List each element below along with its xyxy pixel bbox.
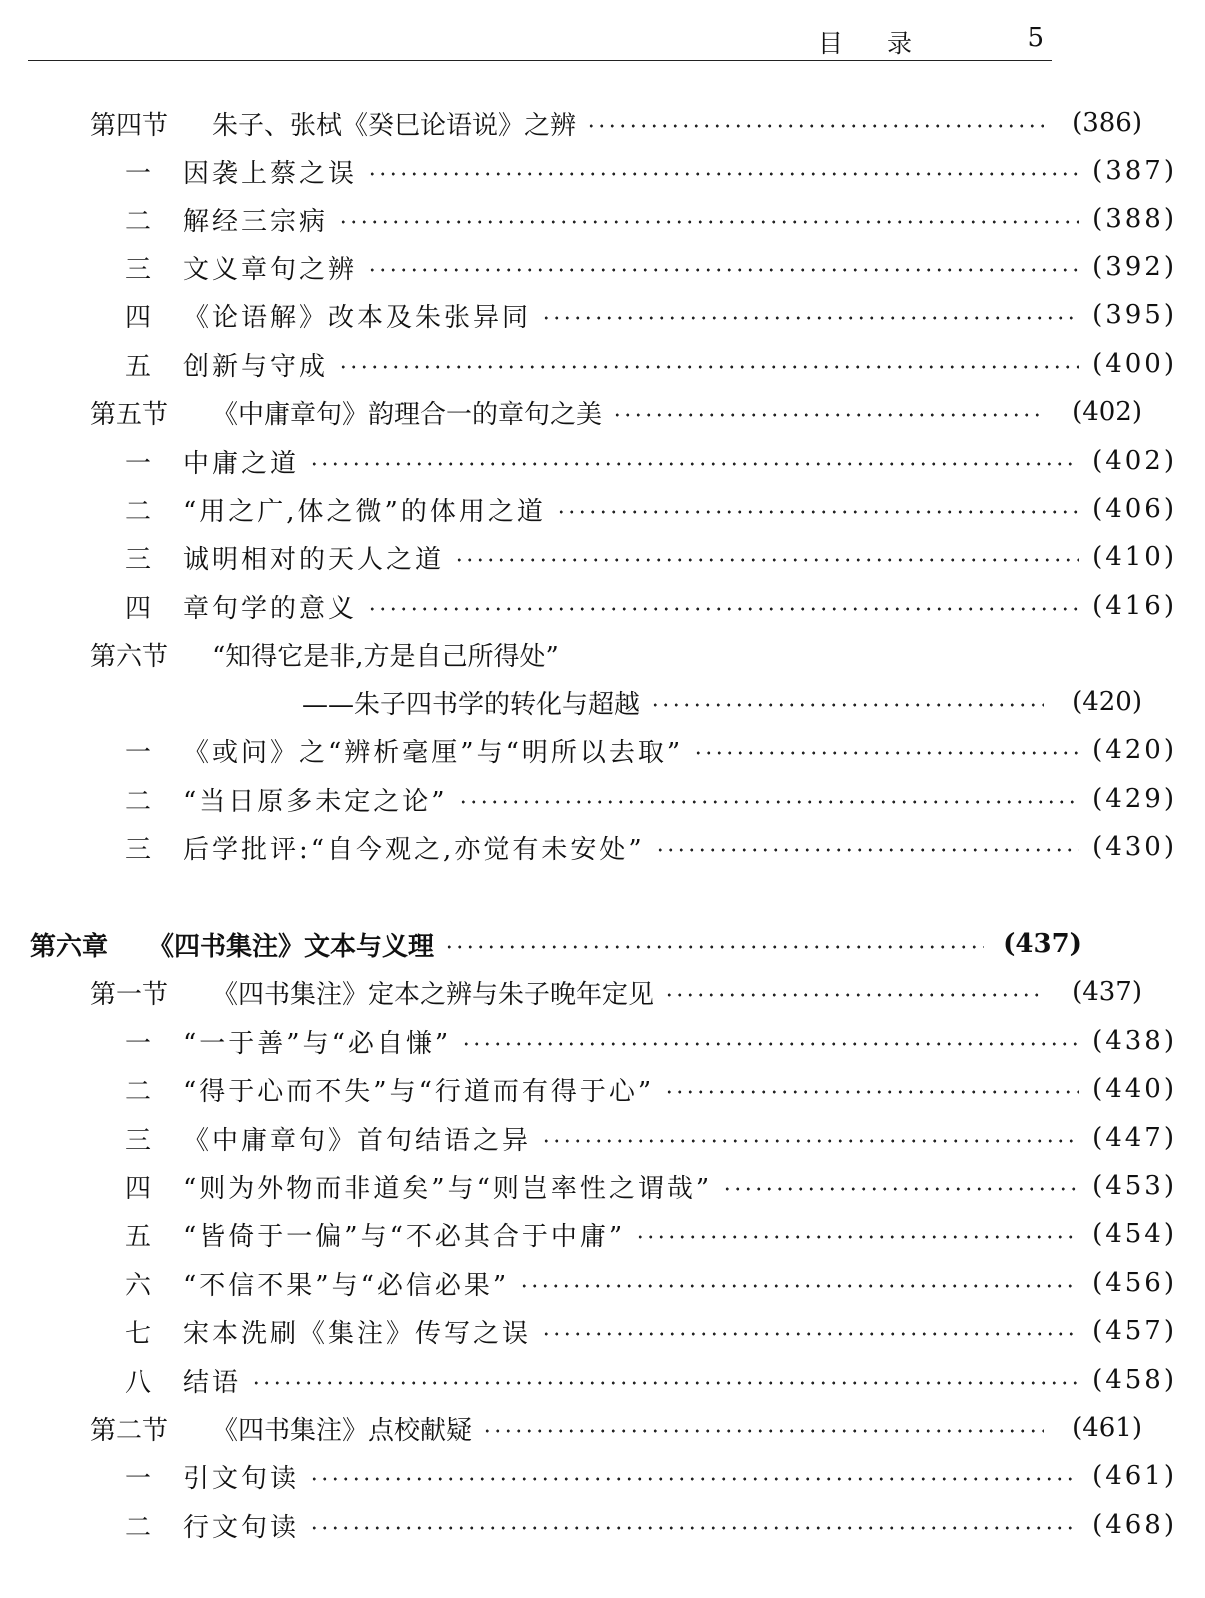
toc-entry-label: [125, 1071, 654, 1108]
toc-entry-label: [125, 297, 531, 334]
toc-entry-label: [125, 201, 328, 238]
toc-entry-number: 七: [125, 1318, 155, 1349]
toc-entry-number: 一: [125, 158, 155, 189]
toc-entry-title: 宋本洗刷《集注》传写之误: [183, 1318, 532, 1349]
toc-entry-title: 因袭上蔡之误: [183, 158, 358, 189]
toc-entry-label: [125, 1120, 531, 1157]
toc-entry-number: 第一节: [90, 979, 169, 1010]
toc-entry-item: [0, 535, 1205, 579]
toc-entry-number: 第六节: [90, 641, 169, 672]
toc-entry-page: (458): [1092, 1365, 1177, 1395]
toc-entry-number: 四: [125, 302, 155, 333]
toc-entry-title: 创新与守成: [183, 351, 329, 382]
toc-entry-number: 一: [125, 448, 155, 479]
toc-entry-title: “知得它是非,方是自己所得处”: [212, 641, 559, 672]
dot-leader: [655, 834, 1079, 860]
toc-entry-title: “得于心而不失”与“行道而有得于心”: [183, 1076, 655, 1107]
toc-entry-label: [90, 636, 559, 673]
toc-entry-number: 二: [125, 786, 155, 817]
toc-entry-page: (420): [1072, 687, 1142, 717]
toc-entry-item: [0, 1309, 1205, 1353]
toc-entry-label: [125, 1168, 712, 1205]
dot-leader: [338, 351, 1079, 377]
toc-entry-label: [125, 781, 448, 818]
toc-entry-page: (387): [1092, 156, 1177, 186]
toc-entry-title: ——朱子四书学的转化与超越: [302, 689, 641, 720]
toc-entry-page: (395): [1092, 300, 1177, 330]
toc-entry-item: [0, 777, 1205, 821]
toc-entry-cont: [0, 680, 1170, 724]
toc-entry-title: 《四书集注》点校献疑: [212, 1415, 473, 1446]
toc-entry-label: [125, 1023, 451, 1060]
toc-entry-title: 《论语解》改本及朱张异同: [183, 302, 532, 333]
toc-entry-item: [0, 149, 1205, 193]
toc-entry-title: “当日原多未定之论”: [183, 786, 448, 817]
toc-entry-item: [0, 342, 1205, 386]
toc-entry-label: [90, 684, 640, 721]
toc-entry-item: [0, 1358, 1205, 1402]
toc-entry-label: [30, 926, 434, 963]
dot-leader: [722, 1173, 1079, 1199]
toc-entry-number: 第四节: [90, 110, 169, 141]
toc-entry-title: “不信不果”与“必信必果”: [183, 1270, 510, 1301]
toc-entry-page: (406): [1092, 494, 1177, 524]
toc-entry-number: 二: [125, 206, 155, 237]
toc-entry-page: (388): [1092, 204, 1177, 234]
toc-entry-page: (454): [1092, 1219, 1177, 1249]
toc-entry-page: (437): [1003, 929, 1082, 959]
dot-leader: [541, 302, 1079, 328]
toc-entry-section: [0, 632, 1170, 676]
toc-entry-page: (402): [1092, 446, 1177, 476]
toc-entry-number: 一: [125, 1463, 155, 1494]
dot-leader: [309, 1463, 1079, 1489]
toc-entry-label: [125, 829, 645, 866]
toc-entry-item: [0, 1454, 1205, 1498]
toc-entry-page: (447): [1092, 1123, 1177, 1153]
toc-entry-item: [0, 197, 1205, 241]
header-title: 目录: [817, 29, 956, 58]
toc-entry-number: 二: [125, 1512, 155, 1543]
dot-leader: [444, 931, 984, 957]
dot-leader: [367, 158, 1079, 184]
running-header: [28, 22, 1052, 61]
toc-entry-label: [125, 1216, 625, 1253]
toc-entry-item: [0, 1503, 1205, 1547]
toc-entry-number: 第五节: [90, 399, 169, 430]
toc-entry-section: [0, 1406, 1170, 1450]
toc-entry-chapter: [0, 922, 1110, 966]
toc-entry-number: 一: [125, 1028, 155, 1059]
toc-entry-page: (430): [1092, 832, 1177, 862]
dot-leader: [482, 1415, 1044, 1441]
toc-entry-item: [0, 1261, 1205, 1305]
toc-entry-title: 章句学的意义: [183, 593, 358, 624]
toc-entry-page: (440): [1092, 1074, 1177, 1104]
header-page-number: 5: [1027, 23, 1044, 53]
toc-entry-title: “一于善”与“必自慊”: [183, 1028, 452, 1059]
dot-leader: [309, 448, 1079, 474]
dot-leader: [693, 737, 1079, 763]
toc-entry-page: (456): [1092, 1268, 1177, 1298]
toc-entry-number: 四: [125, 1173, 155, 1204]
dot-leader: [367, 254, 1079, 280]
toc-entry-page: (402): [1072, 397, 1142, 427]
toc-entry-label: [90, 394, 602, 431]
toc-entry-title: 诚明相对的天人之道: [183, 544, 445, 575]
toc-entry-label: [125, 732, 683, 769]
toc-entry-title: 《四书集注》文本与义理: [148, 931, 435, 962]
toc-entry-page: (416): [1092, 591, 1177, 621]
toc-entry-title: 结语: [183, 1367, 242, 1398]
dot-leader: [454, 544, 1079, 570]
dot-leader: [458, 786, 1079, 812]
toc-entry-item: [0, 1212, 1205, 1256]
toc-entry-page: (461): [1092, 1461, 1177, 1491]
dot-leader: [338, 206, 1079, 232]
toc-entry-title: 《中庸章句》首句结语之异: [183, 1125, 532, 1156]
toc-entry-title: 《四书集注》定本之辨与朱子晚年定见: [212, 979, 655, 1010]
dot-leader: [664, 979, 1044, 1005]
toc-entry-title: 《中庸章句》韵理合一的章句之美: [212, 399, 603, 430]
toc-entry-number: 三: [125, 834, 155, 865]
dot-leader: [367, 593, 1079, 619]
toc-entry-title: 文义章句之辨: [183, 254, 358, 285]
dot-leader: [635, 1221, 1079, 1247]
toc-entry-number: 二: [125, 1076, 155, 1107]
toc-entry-item: [0, 439, 1205, 483]
toc-entry-page: (410): [1092, 542, 1177, 572]
toc-entry-label: [125, 1265, 509, 1302]
toc-entry-title: “皆倚于一偏”与“不必其合于中庸”: [183, 1221, 626, 1252]
toc-entry-page: (453): [1092, 1171, 1177, 1201]
toc-entry-section: [0, 390, 1170, 434]
toc-entry-item: [0, 825, 1205, 869]
toc-entry-number: 二: [125, 496, 155, 527]
toc-entry-item: [0, 1116, 1205, 1160]
toc-entry-page: (461): [1072, 1413, 1142, 1443]
toc-entry-page: (392): [1092, 252, 1177, 282]
toc-entry-page: (420): [1092, 735, 1177, 765]
toc-entry-page: (400): [1092, 349, 1177, 379]
toc-entry-page: (438): [1092, 1026, 1177, 1056]
toc-entry-section: [0, 101, 1170, 145]
dot-leader: [612, 399, 1044, 425]
dot-leader: [251, 1367, 1079, 1393]
toc-entry-number: 三: [125, 1125, 155, 1156]
toc-entry-title: 引文句读: [183, 1463, 300, 1494]
toc-entry-label: [125, 1507, 299, 1544]
toc-entry-title: “则为外物而非道矣”与“则岂率性之谓哉”: [183, 1173, 713, 1204]
toc-entry-item: [0, 487, 1205, 531]
toc-entry-number: 六: [125, 1270, 155, 1301]
toc-entry-number: 第二节: [90, 1415, 169, 1446]
toc-entry-label: [90, 974, 654, 1011]
toc-entry-label: [90, 105, 576, 142]
toc-entry-label: [125, 588, 357, 625]
dot-leader: [541, 1318, 1079, 1344]
dot-leader: [519, 1270, 1079, 1296]
toc-entry-item: [0, 1067, 1205, 1111]
toc-entry-page: (468): [1092, 1510, 1177, 1540]
toc-entry-number: 八: [125, 1367, 155, 1398]
toc-entry-item: [0, 584, 1205, 628]
toc-entry-number: 三: [125, 544, 155, 575]
dot-leader: [664, 1076, 1079, 1102]
dot-leader: [586, 110, 1044, 136]
toc-entry-item: [0, 293, 1205, 337]
toc-entry-label: [125, 346, 328, 383]
toc-entry-label: [125, 1458, 299, 1495]
toc-entry-title: 中庸之道: [183, 448, 300, 479]
dot-leader: [556, 496, 1079, 522]
toc-entry-page: (429): [1092, 784, 1177, 814]
toc-entry-number: 一: [125, 737, 155, 768]
toc-entry-label: [125, 1362, 241, 1399]
toc-entry-label: [125, 491, 546, 528]
toc-entry-title: 解经三宗病: [183, 206, 329, 237]
toc-entry-item: [0, 728, 1205, 772]
toc-entry-item: [0, 1164, 1205, 1208]
toc-entry-title: 《或问》之“辨析毫厘”与“明所以去取”: [183, 737, 684, 768]
toc-entry-title: 后学批评:“自今观之,亦觉有未安处”: [183, 834, 645, 865]
toc-entry-label: [125, 443, 299, 480]
toc-entry-page: (437): [1072, 977, 1142, 1007]
toc-entry-item: [0, 245, 1205, 289]
toc-entry-page: (386): [1072, 108, 1142, 138]
toc-entry-label: [125, 539, 444, 576]
toc-entry-label: [125, 249, 357, 286]
dot-leader: [461, 1028, 1079, 1054]
toc-entry-label: [125, 153, 357, 190]
toc-entry-title: 朱子、张栻《癸巳论语说》之辨: [212, 110, 577, 141]
toc-entry-number: 四: [125, 593, 155, 624]
toc-entry-number: 第六章: [30, 931, 109, 962]
toc-entry-number: 五: [125, 351, 155, 382]
toc-entry-page: (457): [1092, 1316, 1177, 1346]
toc-entry-number: 五: [125, 1221, 155, 1252]
toc-entry-title: “用之广,体之微”的体用之道: [183, 496, 546, 527]
toc-entry-number: 三: [125, 254, 155, 285]
toc-entry-section: [0, 970, 1170, 1014]
toc-entry-label: [125, 1313, 531, 1350]
dot-leader: [541, 1125, 1079, 1151]
toc-entry-label: [90, 1410, 472, 1447]
toc-entry-item: [0, 1019, 1205, 1063]
dot-leader: [309, 1512, 1079, 1538]
toc-entry-title: 行文句读: [183, 1512, 300, 1543]
dot-leader: [650, 689, 1044, 715]
